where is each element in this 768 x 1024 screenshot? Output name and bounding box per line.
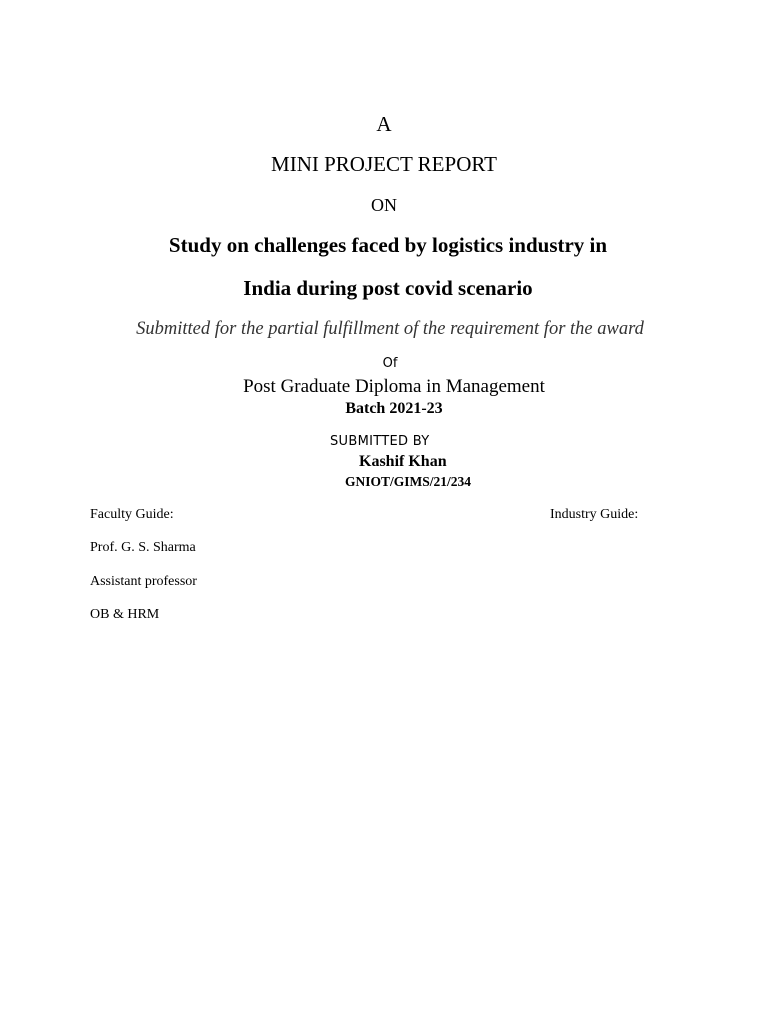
faculty-guide-name: Prof. G. S. Sharma bbox=[90, 540, 196, 555]
batch-label: Batch 2021-23 bbox=[345, 400, 443, 417]
submitted-by-label: SUBMITTED BY bbox=[330, 434, 430, 449]
faculty-guide-designation: Assistant professor bbox=[90, 574, 197, 589]
industry-guide-label: Industry Guide: bbox=[550, 507, 639, 522]
student-name: Kashif Khan bbox=[359, 453, 447, 470]
on-label: ON bbox=[371, 195, 397, 215]
cover-article: A bbox=[376, 112, 392, 136]
of-label: Of bbox=[382, 356, 398, 371]
report-title-line-1: Study on challenges faced by logistics industry in bbox=[168, 233, 608, 257]
faculty-guide-department: OB & HRM bbox=[90, 607, 160, 622]
report-type-heading: MINI PROJECT REPORT bbox=[271, 152, 497, 176]
report-title-line-2: India during post covid scenario bbox=[243, 276, 533, 300]
roll-number: GNIOT/GIMS/21/234 bbox=[345, 474, 472, 489]
program-name: Post Graduate Diploma in Management bbox=[243, 376, 545, 397]
faculty-guide-label: Faculty Guide: bbox=[90, 507, 174, 522]
submission-note: Submitted for the partial fulfillment of the requirement for the award bbox=[136, 319, 644, 339]
